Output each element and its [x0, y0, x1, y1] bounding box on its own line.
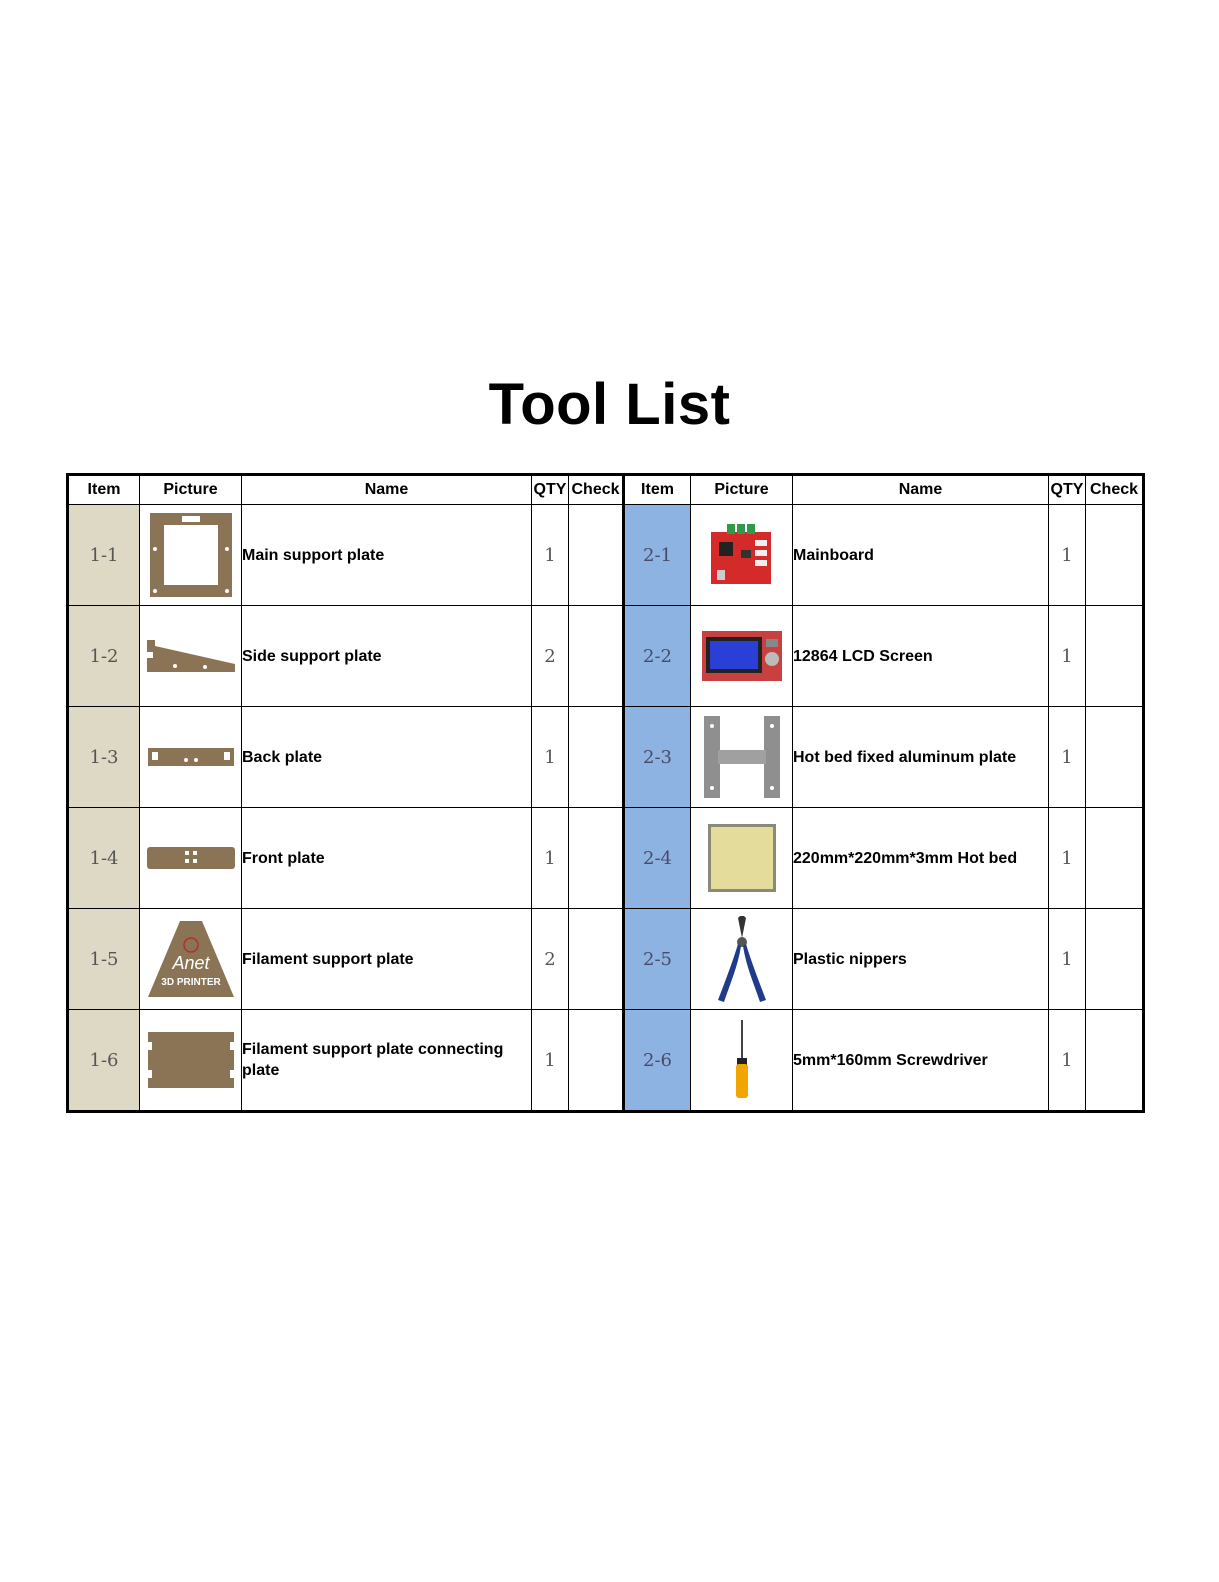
aluminum-plate-icon	[700, 712, 784, 802]
item-number: 2-2	[624, 606, 691, 707]
item-qty: 2	[532, 606, 569, 707]
nippers-icon	[710, 914, 774, 1004]
item-name: 5mm*160mm Screwdriver	[793, 1010, 1049, 1112]
header-qty: QTY	[1049, 475, 1086, 505]
picture-cell	[140, 505, 242, 606]
table-row	[68, 909, 1144, 1010]
hot-bed-icon	[706, 822, 778, 894]
picture-cell	[691, 707, 793, 808]
check-cell[interactable]	[1086, 606, 1144, 707]
header-name: Name	[793, 475, 1049, 505]
item-name: Hot bed fixed aluminum plate	[793, 707, 1049, 808]
item-qty: 2	[532, 909, 569, 1010]
item-number: 1-6	[68, 1010, 140, 1112]
check-cell[interactable]	[1086, 909, 1144, 1010]
check-cell[interactable]	[569, 505, 624, 606]
tool-list-table	[66, 473, 1145, 1113]
item-name: Filament support plate connecting plate	[242, 1010, 532, 1112]
check-cell[interactable]	[1086, 505, 1144, 606]
header-check: Check	[1086, 475, 1144, 505]
svg-text:3D PRINTER: 3D PRINTER	[160, 977, 221, 988]
item-name: Side support plate	[242, 606, 532, 707]
item-qty: 1	[1049, 505, 1086, 606]
check-cell[interactable]	[1086, 707, 1144, 808]
back-plate-icon	[146, 744, 236, 770]
check-cell[interactable]	[569, 606, 624, 707]
item-qty: 1	[1049, 707, 1086, 808]
table-row	[68, 505, 1144, 606]
check-cell[interactable]	[1086, 1010, 1144, 1112]
header-qty: QTY	[532, 475, 569, 505]
side-support-plate-icon	[145, 636, 237, 676]
check-cell[interactable]	[569, 1010, 624, 1112]
check-cell[interactable]	[569, 808, 624, 909]
item-name: Filament support plate	[242, 909, 532, 1010]
picture-cell	[691, 808, 793, 909]
item-number: 1-4	[68, 808, 140, 909]
check-cell[interactable]	[569, 707, 624, 808]
table-row	[68, 707, 1144, 808]
table-row	[68, 808, 1144, 909]
picture-cell	[140, 1010, 242, 1112]
screwdriver-icon	[727, 1018, 757, 1102]
item-qty: 1	[532, 1010, 569, 1112]
item-number: 1-3	[68, 707, 140, 808]
front-plate-icon	[145, 843, 237, 873]
header-item: Item	[624, 475, 691, 505]
item-name: Mainboard	[793, 505, 1049, 606]
picture-cell	[691, 909, 793, 1010]
connecting-plate-icon	[146, 1028, 236, 1092]
item-number: 2-1	[624, 505, 691, 606]
item-number: 1-2	[68, 606, 140, 707]
item-number: 2-3	[624, 707, 691, 808]
mainboard-icon	[707, 520, 777, 590]
picture-cell	[691, 1010, 793, 1112]
item-name: Plastic nippers	[793, 909, 1049, 1010]
item-number: 2-5	[624, 909, 691, 1010]
item-qty: 1	[1049, 606, 1086, 707]
item-name: 12864 LCD Screen	[793, 606, 1049, 707]
filament-support-plate-icon	[146, 917, 236, 1001]
main-support-plate-icon	[146, 509, 236, 601]
header-picture: Picture	[140, 475, 242, 505]
item-name: Back plate	[242, 707, 532, 808]
item-number: 2-4	[624, 808, 691, 909]
item-qty: 1	[1049, 1010, 1086, 1112]
lcd-screen-icon	[700, 629, 784, 683]
item-name: Front plate	[242, 808, 532, 909]
header-item: Item	[68, 475, 140, 505]
item-qty: 1	[1049, 909, 1086, 1010]
check-cell[interactable]	[1086, 808, 1144, 909]
header-name: Name	[242, 475, 532, 505]
table-row	[68, 1010, 1144, 1112]
header-row	[68, 475, 1144, 505]
item-number: 2-6	[624, 1010, 691, 1112]
picture-cell	[140, 909, 242, 1010]
picture-cell	[691, 505, 793, 606]
item-name: Main support plate	[242, 505, 532, 606]
item-qty: 1	[532, 505, 569, 606]
item-qty: 1	[532, 707, 569, 808]
table-row	[68, 606, 1144, 707]
page-title: Tool List	[488, 372, 731, 437]
header-check: Check	[569, 475, 624, 505]
item-qty: 1	[1049, 808, 1086, 909]
item-qty: 1	[532, 808, 569, 909]
item-name: 220mm*220mm*3mm Hot bed	[793, 808, 1049, 909]
check-cell[interactable]	[569, 909, 624, 1010]
svg-text:Anet: Anet	[171, 953, 210, 973]
picture-cell	[140, 808, 242, 909]
item-number: 1-5	[68, 909, 140, 1010]
picture-cell	[691, 606, 793, 707]
picture-cell	[140, 707, 242, 808]
picture-cell	[140, 606, 242, 707]
header-picture: Picture	[691, 475, 793, 505]
item-number: 1-1	[68, 505, 140, 606]
